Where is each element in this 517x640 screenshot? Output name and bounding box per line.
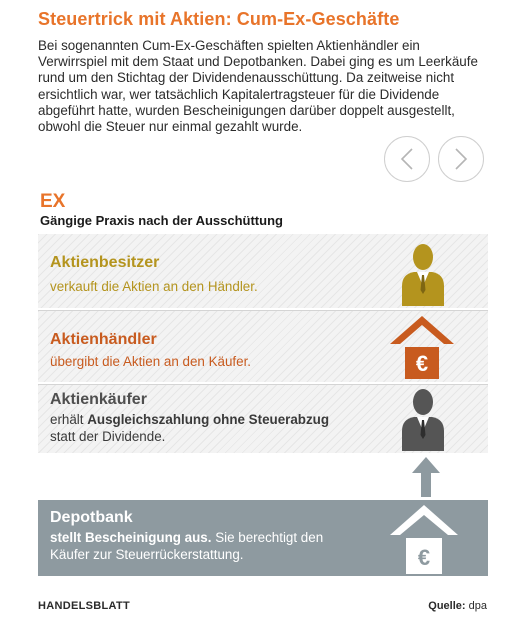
bank-text: stellt Bescheinigung aus. Sie berechtigt den Käufer zur Steuerrückerstattung.	[50, 530, 324, 562]
businessman-icon	[398, 385, 448, 451]
brand-label: HANDELSBLATT	[38, 600, 130, 612]
step-heading: Aktienbesitzer	[50, 254, 160, 271]
source-label: Quelle: dpa	[428, 600, 487, 612]
step-heading: Aktienkäufer	[50, 391, 147, 408]
depotbank-panel	[38, 500, 488, 576]
section-label: EX	[40, 191, 66, 212]
step-heading: Aktienhändler	[50, 331, 157, 348]
step-text: verkauft die Aktien an den Händler.	[50, 279, 258, 294]
page-title: Steuertrick mit Aktien: Cum-Ex-Geschäfte	[38, 9, 400, 29]
businessman-icon	[398, 238, 448, 306]
chevron-right-icon	[454, 148, 468, 170]
arrow-up-icon	[410, 457, 442, 497]
bank-heading: Depotbank	[50, 509, 133, 526]
prev-button[interactable]	[384, 136, 430, 182]
next-button[interactable]	[438, 136, 484, 182]
intro-text: Bei sogenannten Cum-Ex-Geschäften spielten Aktienhändler ein Verwirrspiel mit dem Staat und Depotbanken. Dabei ging es um Leerkäufe rund um den Stichtag der Dividendenausschüttung. Da zeitweise nicht ersichtlich war, wer tatsächlich Kapitalertragsteuer für die Dividende abgeführt hatte, wurden Bescheinigungen darüber doppelt ausgestellt, obwohl die Steuer nur einmal gezahlt wurde.	[38, 38, 478, 135]
step-text: übergibt die Aktien an den Käufer.	[50, 354, 252, 369]
house-euro-icon	[388, 502, 460, 576]
step-aktienhaendler	[38, 310, 488, 382]
chevron-left-icon	[400, 148, 414, 170]
step-aktienbesitzer	[38, 234, 488, 308]
step-text: erhält Ausgleichszahlung ohne Steuerabzug statt der Dividende.	[50, 412, 330, 444]
step-aktienkaeufer	[38, 384, 488, 453]
section-subtitle: Gängige Praxis nach der Ausschüttung	[40, 213, 283, 228]
house-euro-icon	[388, 313, 456, 381]
svg-text:€: €	[415, 351, 429, 376]
svg-text:€: €	[417, 545, 431, 570]
